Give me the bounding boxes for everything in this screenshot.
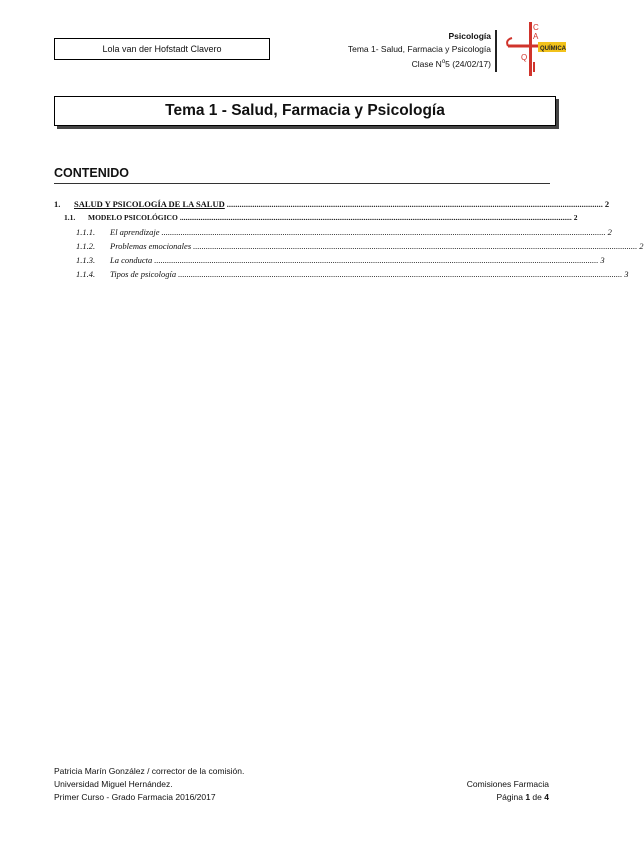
author-box [54, 38, 270, 60]
footer-line-1: Patricia Marín González / corrector de la comisión. [54, 766, 245, 776]
toc-entry[interactable]: 1.1.2. Problemas emocionales ................................................................................................................................................................................................................. 2 [76, 241, 644, 251]
footer-page-info [467, 778, 549, 804]
toc-entry[interactable]: 1. SALUD Y PSICOLOGÍA DE LA SALUD ................................................................................................................................................................................. 2 [54, 199, 610, 209]
footer-line-3: Primer Curso - Grado Farmacia 2016/2017 [54, 792, 216, 802]
document-title: Tema 1 - Salud, Farmacia y Psicología [165, 102, 445, 119]
logo-letter-c: C [533, 23, 539, 32]
toc-entry[interactable]: 1.1.4. Tipos de psicología ................................................................................................................................................................................................................. 3 [76, 269, 629, 279]
page-number: Página 1 de 4 [496, 792, 549, 802]
toc-heading: CONTENIDO [54, 166, 550, 184]
logo-text: QUÍMICA [540, 46, 566, 52]
logo-letter-q: Q [521, 53, 528, 62]
footer-credits [54, 765, 244, 804]
author-name: Lola van der Hofstadt Clavero [102, 44, 222, 54]
toc-entry[interactable]: 1.1. MODELO PSICOLÓGICO ................................................................................................................................................................................................................. 2 [64, 213, 578, 222]
subject-label: Psicología [448, 31, 491, 41]
table-of-contents [54, 199, 644, 283]
topic-label: Tema 1- Salud, Farmacia y Psicología [347, 44, 491, 54]
class-label: Clase $N^o5$ (24/02/17) [411, 58, 491, 69]
toc-entry[interactable]: 1.1.3. La conducta ................................................................................................................................................................................................................. 3 [76, 255, 605, 265]
document-title-box [54, 96, 556, 126]
toc-entry[interactable]: 1.1.1. El aprendizaje ................................................................................................................................................................................................................. 2 [76, 227, 612, 237]
header-info [348, 30, 497, 72]
chemistry-logo [504, 20, 568, 78]
footer-line-2: Universidad Miguel Hernández. [54, 779, 173, 789]
footer-commission: Comisiones Farmacia [466, 779, 549, 789]
logo-letter-a: A [533, 32, 539, 41]
